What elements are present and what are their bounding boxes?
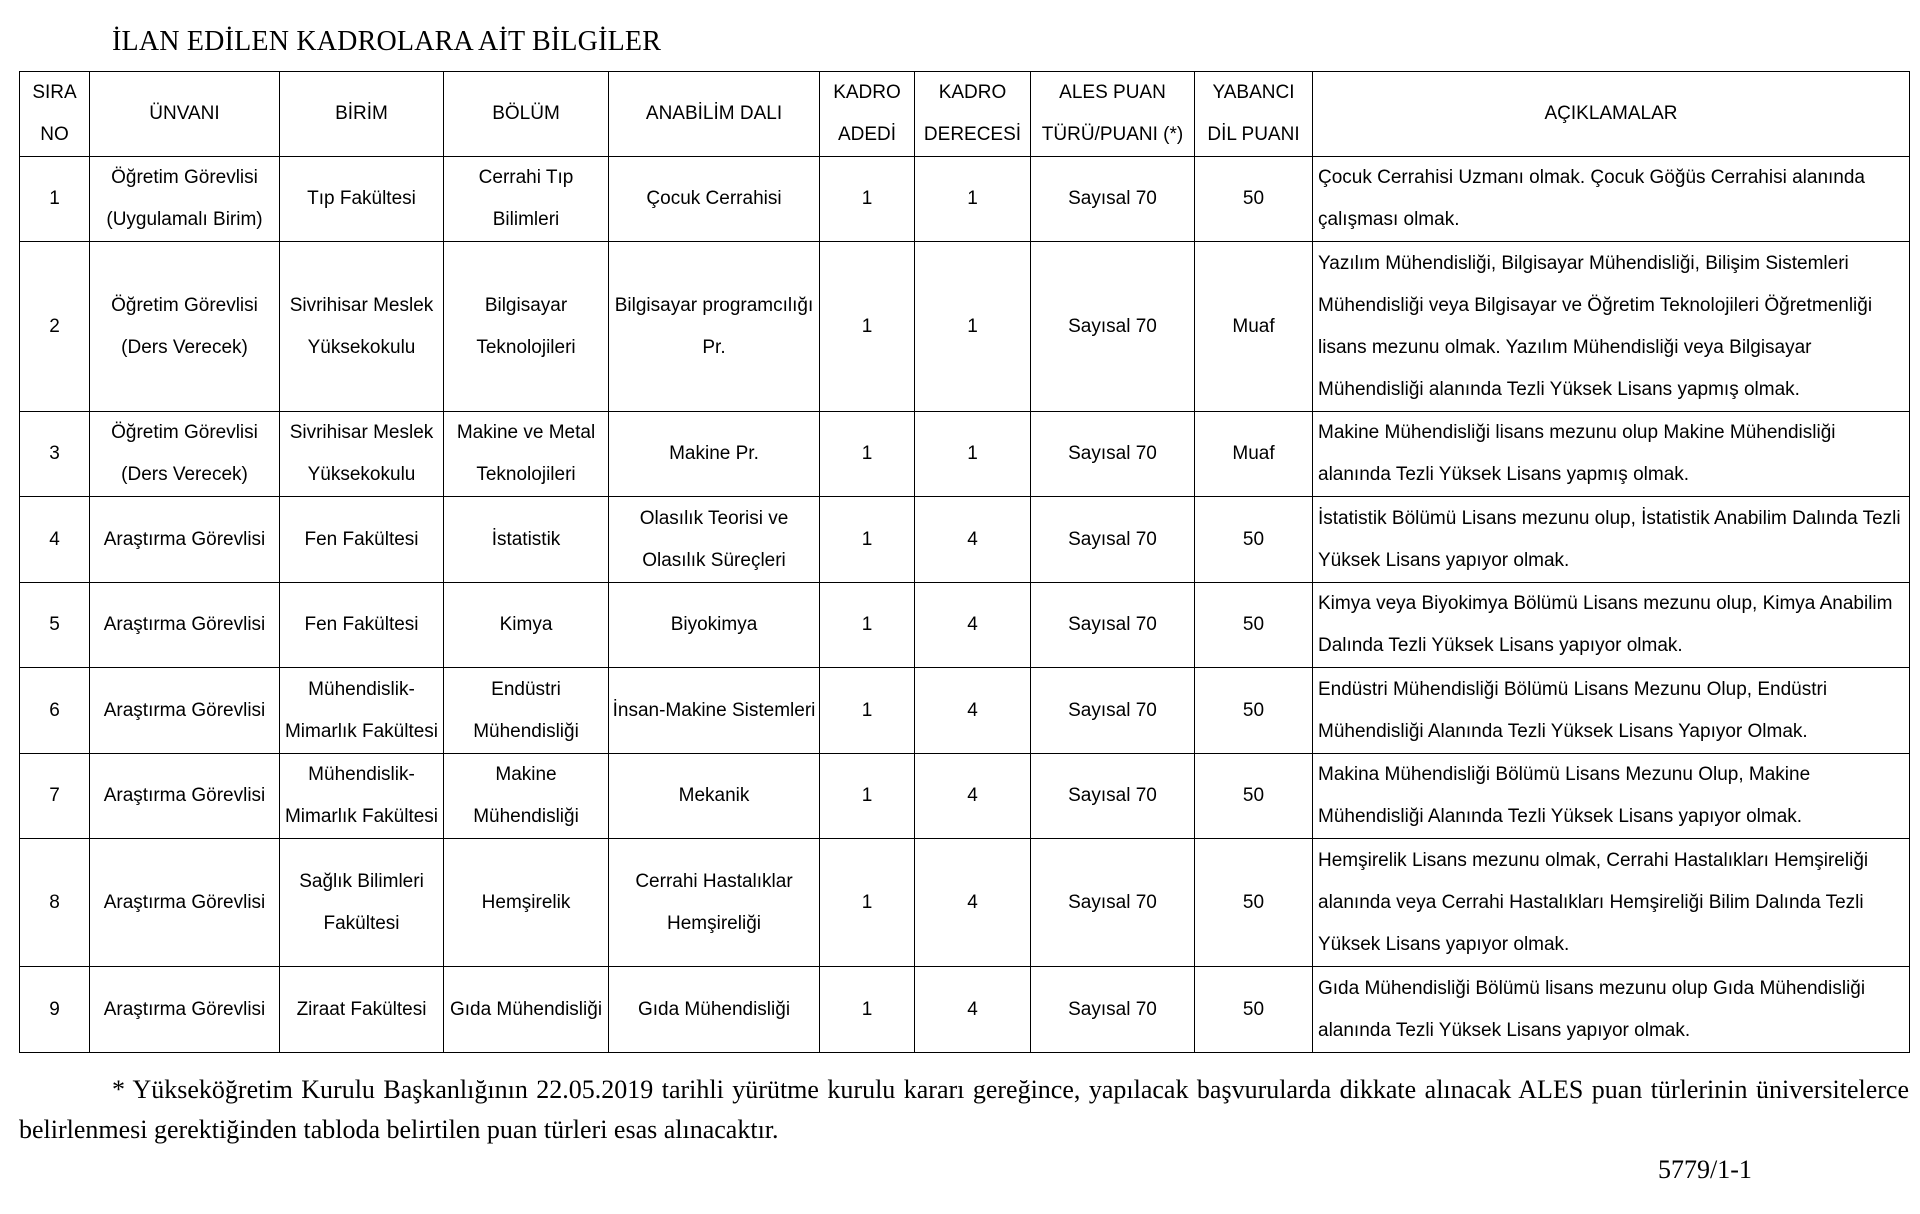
cell-birim: Tıp Fakültesi bbox=[280, 157, 444, 242]
cell-aciklama: Endüstri Mühendisliği Bölümü Lisans Mezunu Olup, Endüstri Mühendisliği Alanında Tezli Yüksek Lisans Yapıyor Olmak. bbox=[1313, 668, 1910, 754]
cell-adet: 1 bbox=[820, 967, 915, 1053]
cell-sira: 9 bbox=[20, 967, 90, 1053]
cell-birim: Sağlık Bilimleri Fakültesi bbox=[280, 839, 444, 967]
table-row bbox=[20, 967, 1910, 1053]
table-row bbox=[20, 668, 1910, 754]
cell-sira: 4 bbox=[20, 497, 90, 583]
cell-derece: 1 bbox=[915, 412, 1031, 497]
cell-dil: 50 bbox=[1195, 583, 1313, 668]
cell-unvan: Öğretim Görevlisi (Ders Verecek) bbox=[90, 412, 280, 497]
header-anabilim-dali: ANABİLİM DALI bbox=[609, 72, 820, 157]
cell-derece: 1 bbox=[915, 157, 1031, 242]
table-row bbox=[20, 497, 1910, 583]
cell-unvan: Öğretim Görevlisi (Uygulamalı Birim) bbox=[90, 157, 280, 242]
cell-sira: 3 bbox=[20, 412, 90, 497]
cell-aciklama: Makine Mühendisliği lisans mezunu olup Makine Mühendisliği alanında Tezli Yüksek Lisans yapmış olmak. bbox=[1313, 412, 1910, 497]
cell-aciklama: Kimya veya Biyokimya Bölümü Lisans mezunu olup, Kimya Anabilim Dalında Tezli Yüksek Lisans yapıyor olmak. bbox=[1313, 583, 1910, 668]
header-aciklamalar: AÇIKLAMALAR bbox=[1313, 72, 1910, 157]
cell-birim: Fen Fakültesi bbox=[280, 497, 444, 583]
cell-sira: 1 bbox=[20, 157, 90, 242]
header-sira-no: SIRA NO bbox=[20, 72, 90, 157]
header-birim: BİRİM bbox=[280, 72, 444, 157]
table-row bbox=[20, 242, 1910, 412]
cell-sira: 8 bbox=[20, 839, 90, 967]
header-ales-puan: ALES PUAN TÜRÜ/PUANI (*) bbox=[1031, 72, 1195, 157]
cell-ales: Sayısal 70 bbox=[1031, 157, 1195, 242]
cell-adet: 1 bbox=[820, 242, 915, 412]
cell-sira: 5 bbox=[20, 583, 90, 668]
cell-ales: Sayısal 70 bbox=[1031, 839, 1195, 967]
cell-anabilim: Mekanik bbox=[609, 754, 820, 839]
cell-ales: Sayısal 70 bbox=[1031, 583, 1195, 668]
cell-derece: 4 bbox=[915, 497, 1031, 583]
cell-sira: 7 bbox=[20, 754, 90, 839]
page-code: 5779/1-1 bbox=[1658, 1155, 1752, 1184]
header-kadro-adedi: KADRO ADEDİ bbox=[820, 72, 915, 157]
cell-dil: 50 bbox=[1195, 754, 1313, 839]
cell-dil: Muaf bbox=[1195, 242, 1313, 412]
cell-unvan: Araştırma Görevlisi bbox=[90, 754, 280, 839]
cell-adet: 1 bbox=[820, 157, 915, 242]
table-row bbox=[20, 583, 1910, 668]
cell-dil: 50 bbox=[1195, 967, 1313, 1053]
cell-bolum: İstatistik bbox=[444, 497, 609, 583]
cell-adet: 1 bbox=[820, 583, 915, 668]
cell-derece: 1 bbox=[915, 242, 1031, 412]
cell-ales: Sayısal 70 bbox=[1031, 412, 1195, 497]
cell-bolum: Gıda Mühendisliği bbox=[444, 967, 609, 1053]
cell-sira: 6 bbox=[20, 668, 90, 754]
cell-unvan: Araştırma Görevlisi bbox=[90, 668, 280, 754]
table-row bbox=[20, 754, 1910, 839]
cell-ales: Sayısal 70 bbox=[1031, 242, 1195, 412]
table-row bbox=[20, 157, 1910, 242]
positions-table bbox=[19, 71, 1910, 1053]
cell-birim: Fen Fakültesi bbox=[280, 583, 444, 668]
cell-adet: 1 bbox=[820, 412, 915, 497]
cell-bolum: Cerrahi Tıp Bilimleri bbox=[444, 157, 609, 242]
footnote-text: * Yükseköğretim Kurulu Başkanlığının 22.05.2019 tarihli yürütme kurulu kararı gereğince, yapılacak başvurularda dikkate alınacak ALES puan türlerinin üniversitelerce belirlenmesi gerektiğinden tabloda belirtilen puan türleri esas alınacaktır. bbox=[19, 1075, 1909, 1144]
cell-unvan: Araştırma Görevlisi bbox=[90, 583, 280, 668]
cell-derece: 4 bbox=[915, 583, 1031, 668]
cell-dil: 50 bbox=[1195, 157, 1313, 242]
cell-dil: 50 bbox=[1195, 839, 1313, 967]
cell-unvan: Araştırma Görevlisi bbox=[90, 967, 280, 1053]
cell-ales: Sayısal 70 bbox=[1031, 967, 1195, 1053]
cell-derece: 4 bbox=[915, 754, 1031, 839]
cell-dil: 50 bbox=[1195, 668, 1313, 754]
cell-anabilim: Gıda Mühendisliği bbox=[609, 967, 820, 1053]
document-title: İLAN EDİLEN KADROLARA AİT BİLGİLER bbox=[112, 26, 662, 57]
cell-anabilim: Çocuk Cerrahisi bbox=[609, 157, 820, 242]
table-header-row bbox=[20, 72, 1910, 157]
cell-birim: Sivrihisar Meslek Yüksekokulu bbox=[280, 242, 444, 412]
cell-bolum: Kimya bbox=[444, 583, 609, 668]
cell-unvan: Öğretim Görevlisi (Ders Verecek) bbox=[90, 242, 280, 412]
cell-adet: 1 bbox=[820, 839, 915, 967]
cell-adet: 1 bbox=[820, 754, 915, 839]
header-bolum: BÖLÜM bbox=[444, 72, 609, 157]
cell-aciklama: Makina Mühendisliği Bölümü Lisans Mezunu Olup, Makine Mühendisliği Alanında Tezli Yüksek Lisans yapıyor olmak. bbox=[1313, 754, 1910, 839]
cell-unvan: Araştırma Görevlisi bbox=[90, 839, 280, 967]
cell-birim: Mühendislik-Mimarlık Fakültesi bbox=[280, 754, 444, 839]
table-row bbox=[20, 839, 1910, 967]
cell-bolum: Makine Mühendisliği bbox=[444, 754, 609, 839]
cell-birim: Sivrihisar Meslek Yüksekokulu bbox=[280, 412, 444, 497]
cell-adet: 1 bbox=[820, 497, 915, 583]
cell-dil: 50 bbox=[1195, 497, 1313, 583]
cell-anabilim: Makine Pr. bbox=[609, 412, 820, 497]
cell-anabilim: İnsan-Makine Sistemleri bbox=[609, 668, 820, 754]
cell-ales: Sayısal 70 bbox=[1031, 668, 1195, 754]
cell-bolum: Endüstri Mühendisliği bbox=[444, 668, 609, 754]
header-kadro-derecesi: KADRO DERECESİ bbox=[915, 72, 1031, 157]
cell-birim: Mühendislik-Mimarlık Fakültesi bbox=[280, 668, 444, 754]
cell-anabilim: Bilgisayar programcılığı Pr. bbox=[609, 242, 820, 412]
cell-derece: 4 bbox=[915, 967, 1031, 1053]
cell-sira: 2 bbox=[20, 242, 90, 412]
cell-unvan: Araştırma Görevlisi bbox=[90, 497, 280, 583]
cell-aciklama: Çocuk Cerrahisi Uzmanı olmak. Çocuk Göğüs Cerrahisi alanında çalışması olmak. bbox=[1313, 157, 1910, 242]
cell-ales: Sayısal 70 bbox=[1031, 497, 1195, 583]
cell-adet: 1 bbox=[820, 668, 915, 754]
cell-bolum: Makine ve Metal Teknolojileri bbox=[444, 412, 609, 497]
table-row bbox=[20, 412, 1910, 497]
cell-anabilim: Cerrahi Hastalıklar Hemşireliği bbox=[609, 839, 820, 967]
cell-ales: Sayısal 70 bbox=[1031, 754, 1195, 839]
cell-aciklama: İstatistik Bölümü Lisans mezunu olup, İstatistik Anabilim Dalında Tezli Yüksek Lisans yapıyor olmak. bbox=[1313, 497, 1910, 583]
cell-derece: 4 bbox=[915, 839, 1031, 967]
cell-aciklama: Hemşirelik Lisans mezunu olmak, Cerrahi Hastalıkları Hemşireliği alanında veya Cerrahi Hastalıkları Hemşireliği Bilim Dalında Tezli Yüksek Lisans yapıyor olmak. bbox=[1313, 839, 1910, 967]
header-unvani: ÜNVANI bbox=[90, 72, 280, 157]
cell-birim: Ziraat Fakültesi bbox=[280, 967, 444, 1053]
cell-aciklama: Yazılım Mühendisliği, Bilgisayar Mühendisliği, Bilişim Sistemleri Mühendisliği veya Bilgisayar ve Öğretim Teknolojileri Öğretmenliği lisans mezunu olmak. Yazılım Mühendisliği veya Bilgisayar Mühendisliği alanında Tezli Yüksek Lisans yapmış olmak. bbox=[1313, 242, 1910, 412]
cell-bolum: Bilgisayar Teknolojileri bbox=[444, 242, 609, 412]
cell-aciklama: Gıda Mühendisliği Bölümü lisans mezunu olup Gıda Mühendisliği alanında Tezli Yüksek Lisans yapıyor olmak. bbox=[1313, 967, 1910, 1053]
cell-dil: Muaf bbox=[1195, 412, 1313, 497]
cell-anabilim: Olasılık Teorisi ve Olasılık Süreçleri bbox=[609, 497, 820, 583]
header-yabanci-dil: YABANCI DİL PUANI bbox=[1195, 72, 1313, 157]
cell-bolum: Hemşirelik bbox=[444, 839, 609, 967]
cell-derece: 4 bbox=[915, 668, 1031, 754]
cell-anabilim: Biyokimya bbox=[609, 583, 820, 668]
